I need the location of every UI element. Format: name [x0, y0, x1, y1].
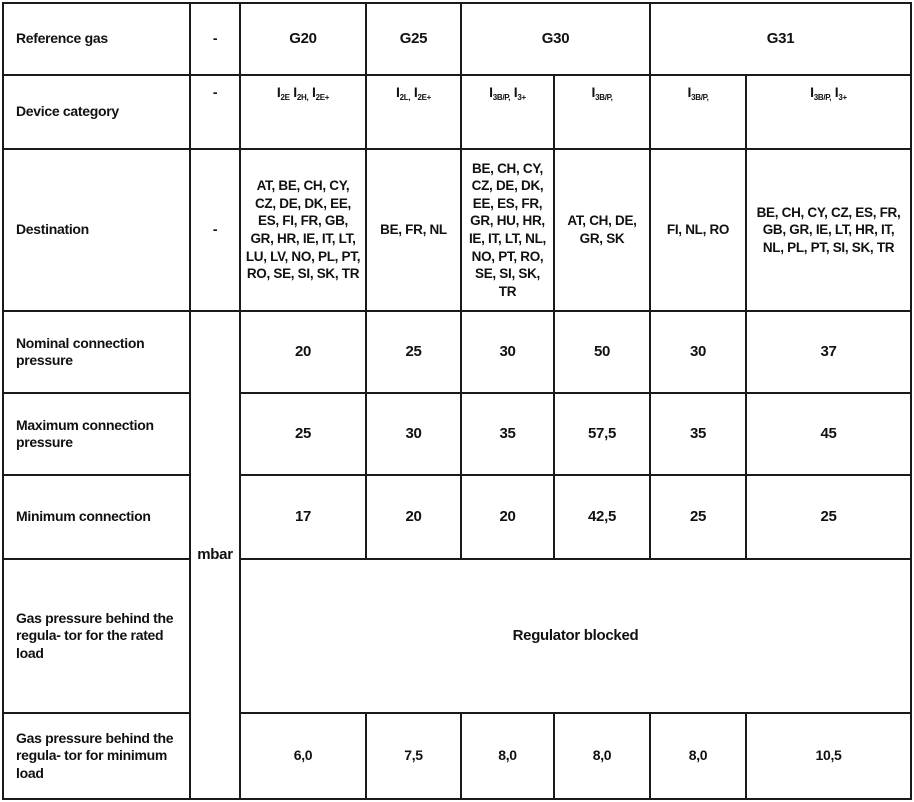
category-cell: [239, 74, 365, 148]
value-cell: 8,0: [649, 712, 745, 800]
category-subscript: 2E+: [315, 93, 330, 102]
unit-dash: -: [189, 74, 239, 148]
label-destination: Destination: [2, 148, 189, 310]
category-subscript: 3B/P,: [813, 93, 832, 102]
label-nominal-pressure: Nominal connection pressure: [2, 310, 189, 392]
category-code: [514, 84, 526, 103]
category-subscript: 2H,: [296, 93, 309, 102]
value-cell: 20: [365, 474, 460, 558]
category-code: [312, 84, 329, 103]
value-cell: 42,5: [553, 474, 649, 558]
regulator-blocked-cell: Regulator blocked: [239, 558, 912, 712]
category-code: [591, 84, 612, 103]
gas-g31: G31: [649, 2, 912, 74]
gas-parameters-table: [2, 2, 912, 800]
value-cell: 30: [365, 392, 460, 474]
destination-cell: BE, CH, CY, CZ, DE, DK, EE, ES, FR, GR, HU, HR, IE, IT, LT, NL, NO, PT, RO, SE, SI, SK, TR: [460, 148, 553, 310]
category-subscript: 3+: [838, 93, 847, 102]
category-cell: [460, 74, 553, 148]
category-letter: I: [810, 84, 814, 100]
label-device-category: Device category: [2, 74, 189, 148]
row-reference-gas: [2, 2, 912, 74]
value-cell: 50: [553, 310, 649, 392]
category-subscript: 3B/P,: [595, 93, 613, 102]
label-rated-load: Gas pressure behind the regula- tor for the rated load: [2, 558, 189, 712]
category-code: [396, 84, 410, 103]
category-code: [293, 84, 308, 103]
value-cell: 10,5: [745, 712, 912, 800]
category-letter: I: [489, 84, 493, 100]
value-cell: 6,0: [239, 712, 365, 800]
category-code: [414, 84, 431, 103]
gas-g25: G25: [365, 2, 460, 74]
destination-cell: BE, FR, NL: [365, 148, 460, 310]
category-letter: I: [591, 84, 596, 100]
category-subscript: 2L,: [399, 93, 411, 102]
row-nominal-pressure: [2, 310, 912, 392]
category-code: [835, 84, 847, 103]
unit-mbar: mbar: [189, 310, 239, 800]
row-minimum-load: [2, 712, 912, 800]
category-code: [277, 84, 290, 103]
value-cell: 45: [745, 392, 912, 474]
category-code: [687, 84, 708, 103]
category-letter: I: [413, 84, 418, 100]
unit-dash: -: [189, 2, 239, 74]
destination-cell: BE, CH, CY, CZ, ES, FR, GB, GR, IE, LT, HR, IT, NL, PL, PT, SI, SK, TR: [745, 148, 912, 310]
row-rated-load: [2, 558, 912, 712]
category-cell: [553, 74, 649, 148]
value-cell: 30: [649, 310, 745, 392]
value-cell: 20: [239, 310, 365, 392]
unit-dash: -: [189, 148, 239, 310]
value-cell: 17: [239, 474, 365, 558]
value-cell: 25: [649, 474, 745, 558]
category-subscript: 3+: [517, 93, 526, 102]
category-code: [810, 84, 831, 103]
category-code: [489, 84, 510, 103]
label-minimum-pressure: Minimum connection: [2, 474, 189, 558]
label-minimum-load: Gas pressure behind the regula- tor for minimum load: [2, 712, 189, 800]
row-device-category: [2, 74, 912, 148]
value-cell: 25: [239, 392, 365, 474]
category-subscript: 3B/P,: [691, 93, 709, 102]
label-reference-gas: Reference gas: [2, 2, 189, 74]
category-subscript: 3B/P,: [492, 93, 511, 102]
value-cell: 30: [460, 310, 553, 392]
value-cell: 57,5: [553, 392, 649, 474]
gas-g30: G30: [460, 2, 649, 74]
value-cell: 25: [365, 310, 460, 392]
category-cell: [649, 74, 745, 148]
category-cell: [365, 74, 460, 148]
label-maximum-pressure: Maximum connection pressure: [2, 392, 189, 474]
destination-cell: FI, NL, RO: [649, 148, 745, 310]
category-cell: [745, 74, 912, 148]
destination-cell: AT, BE, CH, CY, CZ, DE, DK, EE, ES, FI, FR, GB, GR, HR, IE, IT, LT, LU, LV, NO, PL, PT, RO, SE, SI, SK, TR: [239, 148, 365, 310]
value-cell: 8,0: [460, 712, 553, 800]
value-cell: 35: [649, 392, 745, 474]
category-letter: I: [395, 84, 400, 100]
category-letter: I: [276, 84, 281, 100]
value-cell: 20: [460, 474, 553, 558]
category-letter: I: [687, 84, 692, 100]
value-cell: 25: [745, 474, 912, 558]
category-letter: I: [834, 84, 839, 100]
category-letter: I: [311, 84, 316, 100]
gas-g20: G20: [239, 2, 365, 74]
value-cell: 8,0: [553, 712, 649, 800]
row-destination: [2, 148, 912, 310]
category-subscript: 2E+: [417, 93, 431, 102]
value-cell: 37: [745, 310, 912, 392]
value-cell: 7,5: [365, 712, 460, 800]
category-letter: I: [293, 84, 297, 100]
row-minimum-pressure: [2, 474, 912, 558]
category-letter: I: [513, 84, 518, 100]
value-cell: 35: [460, 392, 553, 474]
category-subscript: 2E: [280, 93, 290, 102]
destination-cell: AT, CH, DE, GR, SK: [553, 148, 649, 310]
row-maximum-pressure: [2, 392, 912, 474]
